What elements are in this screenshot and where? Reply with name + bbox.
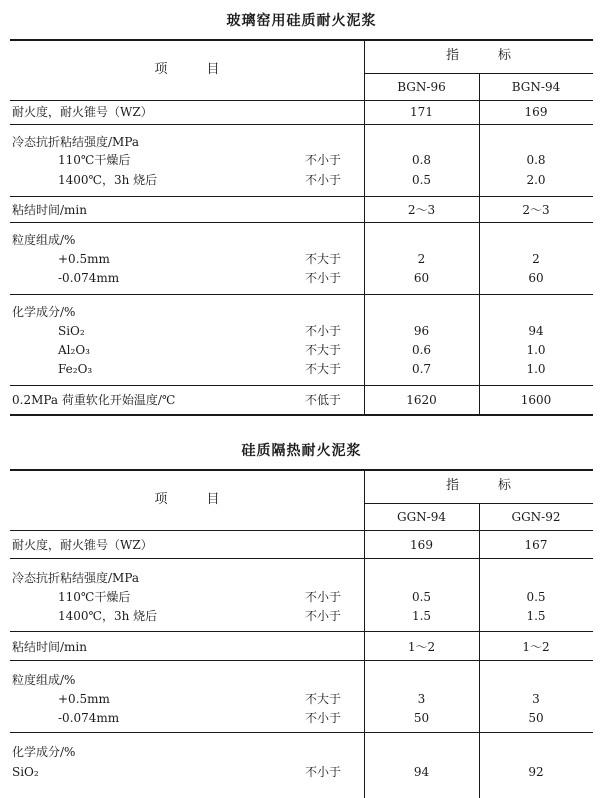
table-2-header-rule: [10, 530, 593, 531]
table-2-cell: 50: [528, 711, 544, 725]
table-1-cell: 0.6: [411, 343, 432, 357]
table-1-index-header: 指 标: [445, 48, 511, 63]
table-1-sub-label: 110℃干燥后: [58, 153, 131, 167]
table-1-cell: 2～3: [407, 203, 436, 217]
table-2-col-header: GGN-94: [397, 510, 446, 524]
table-1-header-rule: [10, 100, 593, 101]
table-2-cell: 94: [413, 765, 430, 779]
table-1-row-rule: [10, 294, 593, 295]
table-1-cell: 0.8: [411, 153, 432, 167]
table-2-cell: 167: [524, 538, 548, 552]
table-1-condition: 不低于: [305, 393, 342, 407]
table-2-sub-label: 1400℃，3h 烧后: [58, 609, 158, 623]
table-1-sub-label: Fe₂O₃: [58, 362, 93, 376]
table-2-refractoriness-label: 耐火度，耐火锥号（WZ）: [12, 538, 153, 552]
table-2-cell: 92: [528, 765, 544, 779]
table-2-strength-label: 冷态抗折粘结强度/MPa: [12, 571, 140, 585]
table-2-title: 硅质隔热耐火泥浆: [241, 443, 362, 459]
table-2-cell: 3: [532, 692, 540, 706]
table-2-cell: 1.5: [526, 609, 546, 623]
table-1-condition: 不大于: [305, 252, 342, 266]
table-1-col-divider: [364, 40, 365, 415]
table-1-item-header: 项 目: [154, 62, 220, 77]
table-2-row-rule: [10, 558, 593, 559]
table-1-cell: 1.0: [526, 343, 546, 357]
table-2-cell: 1～2: [522, 640, 550, 654]
table-1-bottom-rule: [10, 414, 593, 416]
table-1-cell: 2: [417, 252, 426, 266]
table-2-condition: 不小于: [305, 711, 342, 725]
table-1-bond-time-label: 粘结时间/min: [12, 203, 87, 217]
table-2-sub-label: 110℃干燥后: [58, 590, 131, 604]
table-1-condition: 不小于: [305, 324, 342, 338]
table-1-sub-label: -0.074mm: [58, 271, 120, 285]
table-1-cell: 1.0: [526, 362, 546, 376]
table-1-top-rule: [10, 39, 593, 41]
table-1-cell: 2～3: [522, 203, 550, 217]
table-2-chemistry-label: 化学成分/%: [12, 745, 76, 759]
table-1-sub-label: 1400℃，3h 烧后: [58, 173, 158, 187]
table-2-row-rule: [10, 631, 593, 632]
table-1-cell: 0.8: [526, 153, 546, 167]
table-1-cell: 2: [532, 252, 540, 266]
table-1-condition: 不小于: [305, 153, 342, 167]
table-2-col-header: GGN-92: [511, 510, 561, 524]
table-1-cell: 0.5: [411, 173, 432, 187]
table-1-condition: 不小于: [305, 173, 342, 187]
table-2-bond-time-label: 粘结时间/min: [12, 640, 87, 654]
table-1-cell: 60: [528, 271, 544, 285]
table-2-top-rule: [10, 469, 593, 471]
table-1-cell: 0.7: [411, 362, 432, 376]
table-2-index-header: 指 标: [445, 478, 511, 493]
table-1-sub-label: SiO₂: [58, 324, 85, 338]
table-1-title: 玻璃窑用硅质耐火泥浆: [226, 13, 377, 29]
table-1-cell: 171: [410, 105, 433, 119]
table-2-cell: 1～2: [407, 640, 436, 654]
table-1-condition: 不大于: [305, 362, 342, 376]
table-2-sub-label: -0.074mm: [58, 711, 120, 725]
table-1-granularity-label: 粒度组成/%: [12, 233, 76, 247]
table-2-item-header: 项 目: [154, 492, 220, 507]
table-1-refractoriness-label: 耐火度，耐火锥号（WZ）: [12, 105, 153, 119]
table-2-condition: 不大于: [305, 692, 342, 706]
table-1-row-rule: [10, 124, 593, 125]
table-1-cell: 169: [524, 105, 548, 119]
table-2-cell: 0.5: [411, 590, 432, 604]
table-2-cell: 1.5: [411, 609, 432, 623]
table-1-row-rule: [10, 196, 593, 197]
table-2-condition: 不小于: [305, 609, 342, 623]
table-2-condition: 不小于: [305, 590, 342, 604]
table-1-cell: 60: [413, 271, 430, 285]
table-1-row-rule: [10, 222, 593, 223]
table-1-col-header: BGN-96: [397, 80, 446, 94]
table-1-row-rule: [10, 385, 593, 386]
table-1-condition: 不大于: [305, 343, 342, 357]
table-2-row-rule: [10, 660, 593, 661]
table-2-cell: 50: [413, 711, 430, 725]
table-1-softening-label: 0.2MPa 荷重软化开始温度/℃: [12, 393, 176, 407]
table-2-condition: 不小于: [305, 765, 342, 779]
table-1-strength-label: 冷态抗折粘结强度/MPa: [12, 135, 140, 149]
table-1-cell: 94: [528, 324, 544, 338]
table-1-chemistry-label: 化学成分/%: [12, 305, 76, 319]
table-1-sub-label: Al₂O₃: [58, 343, 90, 357]
table-1-cell: 96: [413, 324, 430, 338]
table-1-condition: 不小于: [305, 271, 342, 285]
table-1-sub-label: +0.5mm: [58, 252, 110, 266]
table-2-sub-label: +0.5mm: [58, 692, 110, 706]
table-2-granularity-label: 粒度组成/%: [12, 673, 76, 687]
table-2-sub-label: SiO₂: [12, 765, 39, 779]
table-2-cell: 0.5: [526, 590, 546, 604]
table-1-cell: 2.0: [526, 173, 546, 187]
table-2-row-rule: [10, 732, 593, 733]
table-1-cell: 1600: [520, 393, 552, 407]
table-2-cell: 169: [410, 538, 433, 552]
table-1-col-header: BGN-94: [511, 80, 561, 94]
table-2-cell: 3: [417, 692, 426, 706]
table-1-cell: 1620: [406, 393, 437, 407]
